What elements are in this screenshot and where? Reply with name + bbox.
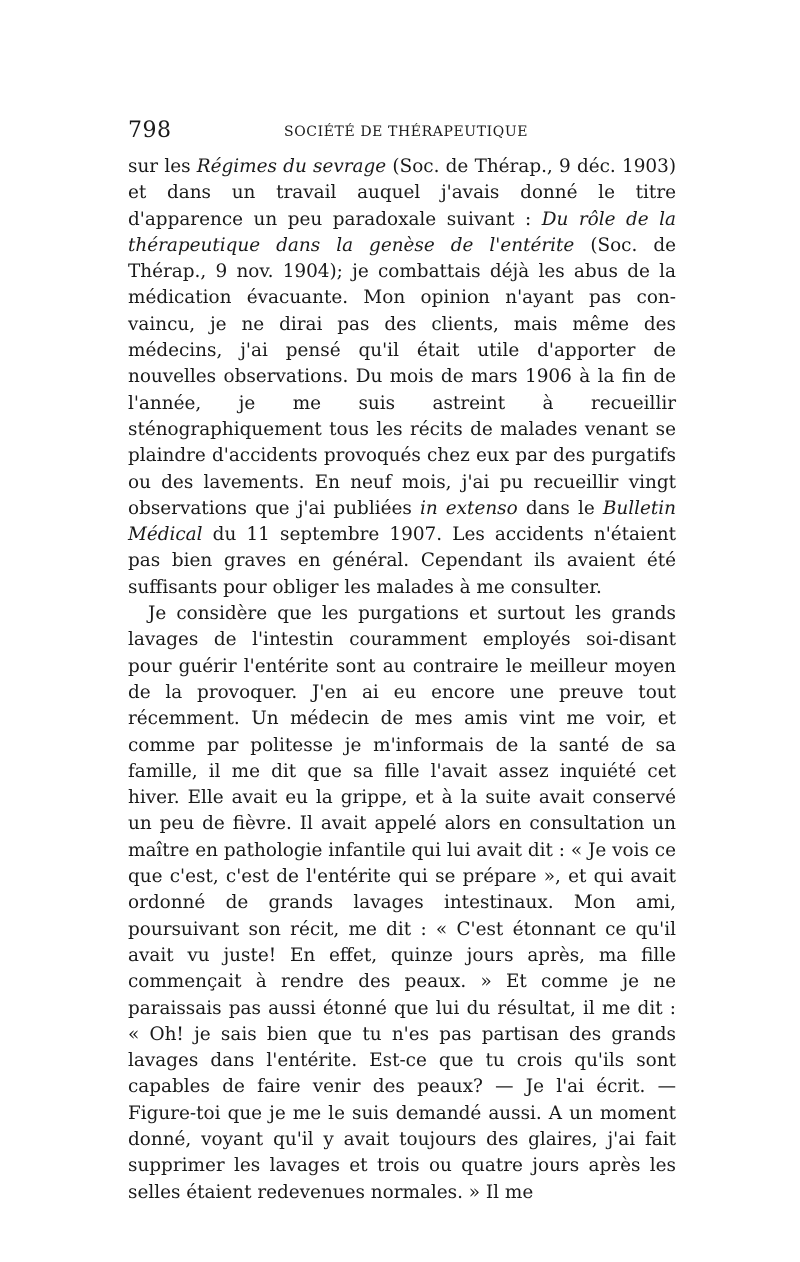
book-page <box>128 118 676 1206</box>
paragraph-1-text-3: (Soc. de Thérap., 9 nov. 1904); je combattais déjà les abus de la médication évacuante. Mon opinion n'ayant pas convaincu, je ne dirai pas des clients, mais même des médecins, j'ai pensé qu'il était utile d'apporter de nouvelles observations. Du mois de mars 1906 à la fin de l'année, je me suis astreint à recueillir sténographiquement tous les récits de malades venant se plaindre d'accidents provoqués chez eux par des purgatifs ou des lavements. En neuf mois, j'ai pu recueillir vingt observations que j'ai publiées <box>128 234 676 519</box>
running-title: SOCIÉTÉ DE THÉRAPEUTIQUE <box>284 124 529 140</box>
page-header <box>128 118 676 154</box>
italic-bulletin-medical: Bulletin Médical <box>128 497 676 546</box>
paragraph-2: Je considère que les purgations et surtout les grands lavages de l'intestin couramment employés soi-disant pour guérir l'entérite sont au contraire le meilleur moyen de la provoquer. J'en ai eu encore une preuve tout récemment. Un médecin de mes amis vint me voir, et comme par politesse je m'informais de la santé de sa famille, il me dit que sa fille l'avait assez inquiété cet hiver. Elle avait eu la grippe, et à la suite avait conservé un peu de fièvre. Il avait appelé alors en consultation un maître en pathologie infantile qui lui avait dit : « Je vois ce que c'est, c'est de l'entérite qui se prépare », et qui avait ordonné de grands lavages intestinaux. Mon ami, poursuivant son récit, me dit : « C'est étonnant ce qu'il avait vu juste! En effet, quinze jours après, ma fille commençait à rendre des peaux. » Et comme je ne paraissais pas aussi étonné que lui du résultat, il me dit : « Oh! je sais bien que tu n'es pas partisan des grands lavages dans l'entérite. Est-ce que tu crois qu'ils sont capables de faire venir des peaux? — Je l'ai écrit. — Figure-toi que je me le suis demandé aussi. A un moment donné, voyant qu'il y avait toujours des glaires, j'ai fait supprimer les lavages et trois ou quatre jours après les selles étaient redevenues normales. » Il me <box>128 603 676 1203</box>
page-number: 798 <box>128 118 172 143</box>
body-text <box>128 154 676 1206</box>
paragraph-1-text-2: (Soc. de Thérap., 9 déc. 1903) et dans un travail auquel j'avais donné le titre d'apparence un peu paradoxale suivant : <box>128 156 677 230</box>
paragraph-1 <box>128 154 676 601</box>
paragraph-1-text-1: sur les <box>128 156 197 177</box>
italic-in-extenso: in extenso <box>419 497 518 519</box>
paragraph-1-text-4: dans le <box>517 497 603 519</box>
italic-title-regimes: Régimes du sevrage <box>196 156 387 177</box>
italic-title-role: Du rôle de la thérapeutique dans la genèse de l'entérite <box>128 208 677 256</box>
paragraph-1-text-5: du 11 septembre 1907. Les accidents n'étaient pas bien graves en général. Cependant ils avaient été suffisants pour obliger les malades à me consulter. <box>128 524 676 598</box>
